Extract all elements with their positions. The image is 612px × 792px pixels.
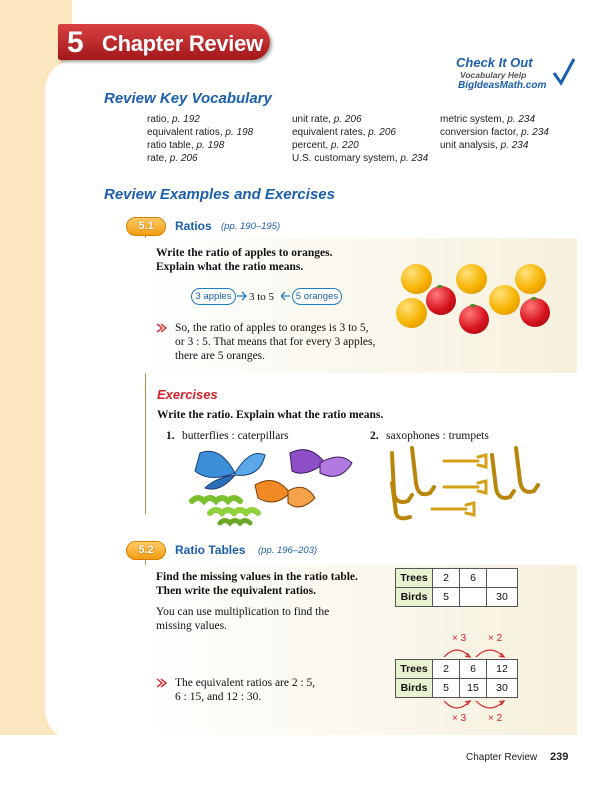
exercise-instruction: Write the ratio. Explain what the ratio means. bbox=[157, 409, 384, 421]
table-cell: 2 bbox=[433, 569, 460, 588]
vocabulary-help-label: Vocabulary Help bbox=[460, 70, 527, 80]
table-cell: 6 bbox=[460, 660, 487, 679]
lesson-pages: (pp. 196–203) bbox=[258, 545, 318, 556]
answer-text: or 3 : 5. That means that for every 3 apples, bbox=[175, 336, 376, 348]
vocabulary-heading: Review Key Vocabulary bbox=[104, 90, 272, 107]
ratio-table-complete bbox=[395, 659, 518, 698]
lesson-pages: (pp. 190–195) bbox=[221, 221, 281, 232]
arrow-right-icon bbox=[281, 291, 291, 301]
vocabulary-column-1 bbox=[147, 113, 253, 165]
apple-image bbox=[426, 286, 456, 315]
row-label: Birds bbox=[396, 588, 433, 607]
table-cell: 2 bbox=[433, 660, 460, 679]
orange-image bbox=[401, 264, 432, 294]
apples-pill: 3 apples bbox=[191, 288, 236, 305]
apple-stem bbox=[531, 297, 537, 300]
table-cell: 15 bbox=[460, 679, 487, 698]
row-label: Trees bbox=[396, 569, 433, 588]
answer-text: So, the ratio of apples to oranges is 3 to 5, bbox=[175, 322, 369, 334]
arrow-left-icon bbox=[237, 291, 247, 301]
vocab-item: unit rate, p. 206 bbox=[292, 114, 362, 125]
vocab-item: unit analysis, p. 234 bbox=[440, 140, 529, 151]
oranges-pill: 5 oranges bbox=[292, 288, 342, 305]
vocab-item: rate, p. 206 bbox=[147, 153, 198, 164]
table-row bbox=[396, 660, 518, 679]
table-row bbox=[396, 588, 518, 607]
example-prompt: Find the missing values in the ratio table. bbox=[156, 571, 358, 583]
saxophones-trumpets-illustration bbox=[382, 443, 542, 523]
band-curve bbox=[45, 60, 85, 740]
bottom-margin bbox=[0, 735, 612, 792]
lesson-badge-5-2: 5.2 bbox=[126, 541, 166, 560]
table-row bbox=[396, 679, 518, 698]
butterflies-caterpillars-illustration bbox=[180, 443, 360, 528]
row-label: Birds bbox=[396, 679, 433, 698]
row-label: Trees bbox=[396, 660, 433, 679]
vocab-item: equivalent ratios, p. 198 bbox=[147, 127, 254, 138]
exercise-number: 1. bbox=[166, 430, 175, 442]
vocab-item: ratio table, p. 198 bbox=[147, 140, 225, 151]
table-cell bbox=[487, 569, 518, 588]
vocab-item: U.S. customary system, p. 234 bbox=[292, 153, 429, 164]
exercises-heading: Exercises bbox=[157, 387, 218, 402]
lesson-badge-5-1: 5.1 bbox=[126, 217, 166, 236]
arrow-bullet-icon bbox=[156, 323, 168, 333]
table-cell: 30 bbox=[487, 679, 518, 698]
footer-label: Chapter Review bbox=[466, 752, 538, 763]
answer-text: 6 : 15, and 12 : 30. bbox=[175, 691, 262, 703]
vocabulary-column-2 bbox=[292, 113, 428, 165]
apple-image bbox=[520, 298, 550, 327]
answer-text: The equivalent ratios are 2 : 5, bbox=[175, 677, 316, 689]
table-cell: 5 bbox=[433, 588, 460, 607]
multiplier-label: × 2 bbox=[488, 713, 503, 724]
check-it-out-logo[interactable] bbox=[456, 55, 576, 95]
vocab-item: conversion factor, p. 234 bbox=[440, 127, 549, 138]
arrow-bullet-icon bbox=[156, 678, 168, 688]
page-number: 239 bbox=[550, 751, 569, 763]
chapter-number: 5 bbox=[67, 26, 84, 59]
ratio-text: 3 to 5 bbox=[249, 291, 275, 303]
multiplier-label: × 3 bbox=[452, 633, 467, 644]
website-label: BigIdeasMath.com bbox=[458, 80, 547, 91]
exercise-number: 2. bbox=[370, 430, 379, 442]
orange-image bbox=[456, 264, 487, 294]
chapter-title: Chapter Review bbox=[102, 31, 263, 56]
vocab-item: equivalent rates, p. 206 bbox=[292, 127, 396, 138]
lesson-title-ratio-tables: Ratio Tables bbox=[175, 543, 246, 557]
apple-stem bbox=[437, 285, 443, 288]
table-cell bbox=[460, 588, 487, 607]
exercise-text: butterflies : caterpillars bbox=[182, 430, 289, 442]
vocabulary-column-3 bbox=[440, 113, 549, 152]
vocab-item: metric system, p. 234 bbox=[440, 114, 536, 125]
table-cell: 12 bbox=[487, 660, 518, 679]
multiplier-label: × 2 bbox=[488, 633, 503, 644]
multiplier-label: × 3 bbox=[452, 713, 467, 724]
orange-image bbox=[396, 298, 427, 328]
hint-text: missing values. bbox=[156, 620, 227, 632]
table-cell: 6 bbox=[460, 569, 487, 588]
table-cell: 30 bbox=[487, 588, 518, 607]
vocab-item: percent, p. 220 bbox=[292, 140, 359, 151]
lesson-title-ratios: Ratios bbox=[175, 219, 212, 233]
examples-heading: Review Examples and Exercises bbox=[104, 186, 335, 203]
orange-image bbox=[515, 264, 546, 294]
table-row bbox=[396, 569, 518, 588]
ratio-table-incomplete bbox=[395, 568, 518, 607]
exercise-text: saxophones : trumpets bbox=[386, 430, 489, 442]
multiply-arrows-top bbox=[440, 643, 520, 659]
hint-text: You can use multiplication to find the bbox=[156, 606, 330, 618]
example-prompt: Write the ratio of apples to oranges. bbox=[156, 247, 333, 259]
table-cell: 5 bbox=[433, 679, 460, 698]
orange-image bbox=[489, 285, 520, 315]
apple-stem bbox=[470, 304, 476, 307]
checkmark-icon bbox=[552, 57, 576, 87]
check-it-out-title: Check It Out bbox=[456, 55, 533, 70]
vocab-item: ratio, p. 192 bbox=[147, 114, 200, 125]
example-prompt: Explain what the ratio means. bbox=[156, 261, 304, 273]
answer-text: there are 5 oranges. bbox=[175, 350, 266, 362]
example-prompt: Then write the equivalent ratios. bbox=[156, 585, 317, 597]
apple-image bbox=[459, 305, 489, 334]
